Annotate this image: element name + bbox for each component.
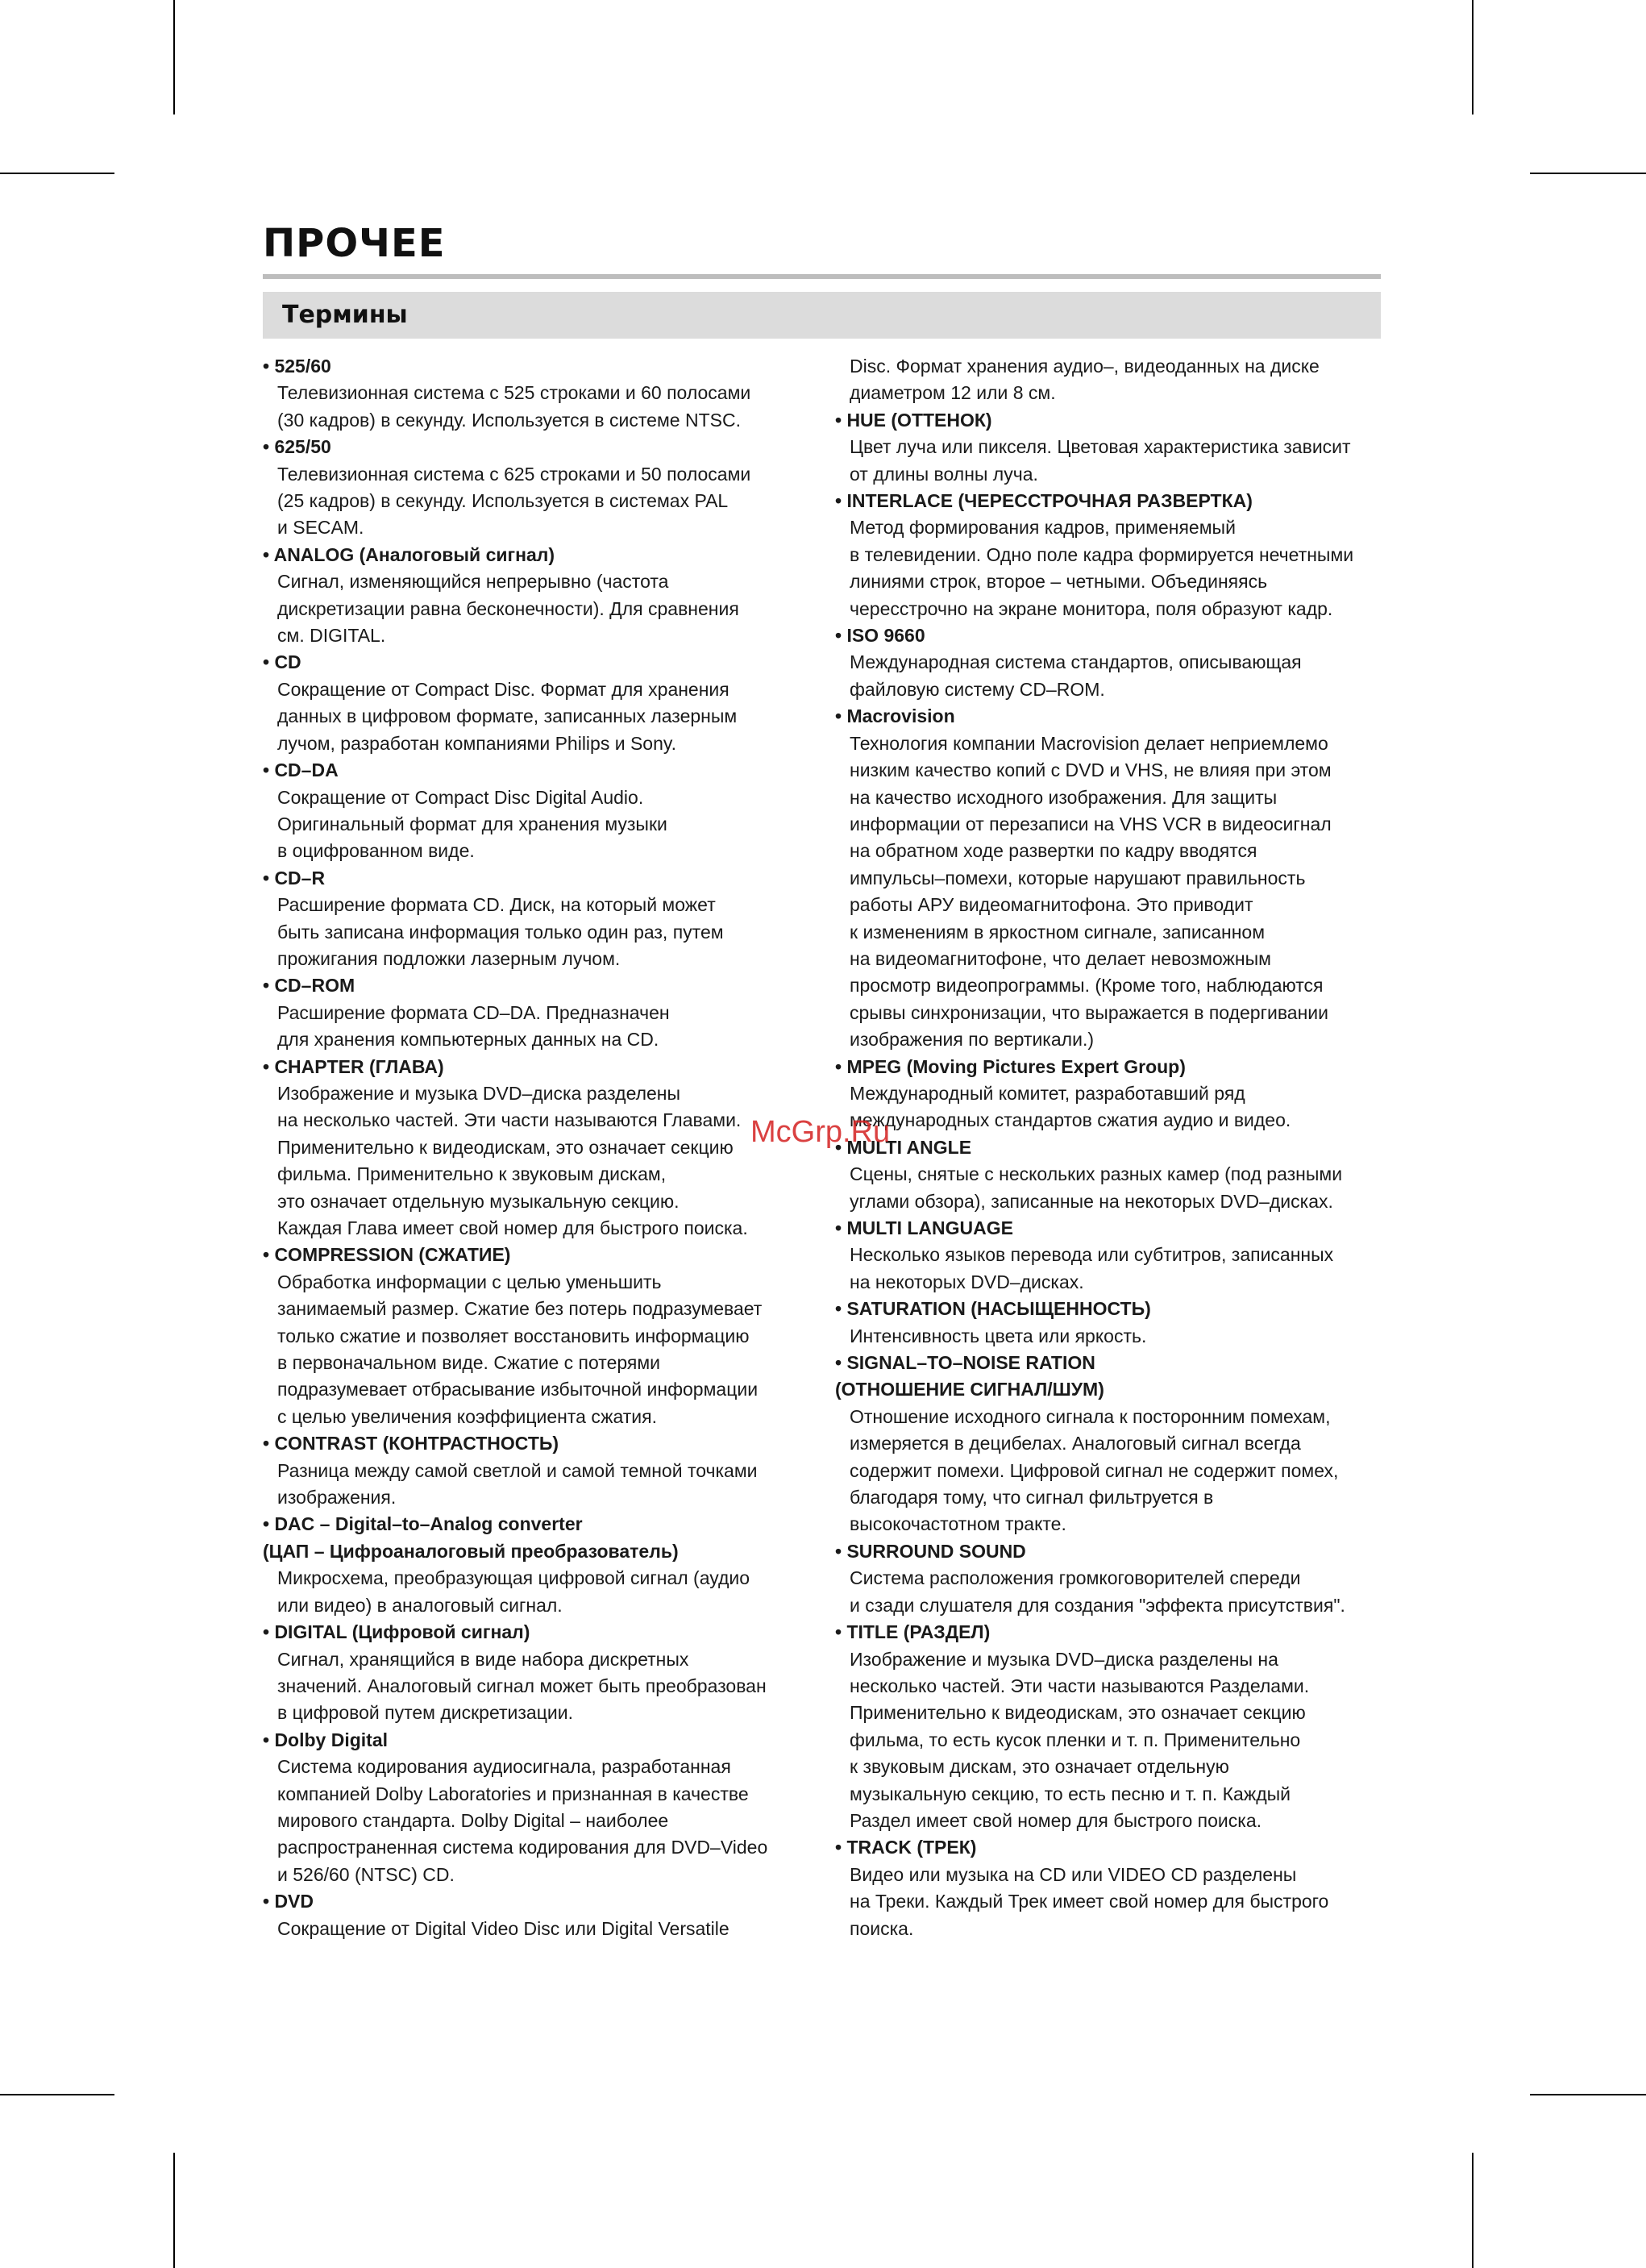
glossary-definition-line: лучом, разработан компаниями Philips и Sony.: [277, 732, 677, 754]
glossary-definition-line: Международный комитет, разработавший ряд: [850, 1082, 1245, 1104]
glossary-definition-line: в телевидении. Одно поле кадра формируется нечетными: [850, 543, 1354, 565]
glossary-term: • DVD: [263, 1891, 314, 1912]
glossary-definition-line: линиями строк, второе – четными. Объединяясь: [850, 571, 1268, 593]
glossary-definition-line: это означает отдельную музыкальную секцию.: [277, 1190, 680, 1212]
glossary-entry: [263, 865, 811, 973]
glossary-definition-line: Изображение и музыка DVD–диска разделены на: [850, 1648, 1278, 1670]
crop-mark-bottom-left: [173, 2153, 175, 2268]
glossary-definition-line: на видеомагнитофоне, что делает невозможным: [850, 947, 1271, 969]
glossary-definition-line: Оригинальный формат для хранения музыки: [277, 813, 667, 834]
glossary-entry: [263, 1888, 811, 1942]
glossary-entry: [263, 434, 811, 542]
glossary-definition-line: Расширение формата CD–DA. Предназначен: [277, 1001, 670, 1023]
glossary-definition-line: дискретизации равна бесконечности). Для сравнения: [277, 597, 739, 619]
glossary-definition-line: информации от перезаписи на VHS VCR в видеосигнал: [850, 813, 1332, 834]
glossary-definition-line: Несколько языков перевода или субтитров, записанных: [850, 1244, 1334, 1266]
crop-mark-top-right: [1472, 0, 1474, 114]
glossary-definition-line: подразумевает отбрасывание избыточной информации: [277, 1379, 759, 1400]
glossary-definition-line: Обработка информации с целью уменьшить: [277, 1271, 662, 1292]
glossary-entry: [263, 1727, 811, 1888]
crop-mark-bottom-left-h: [0, 2094, 114, 2095]
glossary-definition-line: к изменениям в яркостном сигнале, записанном: [850, 921, 1266, 943]
glossary-entry: [835, 488, 1391, 622]
glossary-definition-line: Сцены, снятые с нескольких разных камер (под разными: [850, 1163, 1343, 1185]
glossary-entry: [263, 353, 811, 434]
glossary-definition-line: низким качество копий с DVD и VHS, не влияя при этом: [850, 759, 1332, 781]
glossary-definition-line: Каждая Глава имеет свой номер для быстрого поиска.: [277, 1217, 748, 1238]
glossary-definition-line: поиска.: [850, 1917, 914, 1939]
glossary-term: • HUE (ОТТЕНОК): [835, 409, 992, 431]
glossary-definition-line: файловую систему CD–ROM.: [850, 678, 1105, 700]
glossary-definition-line: высокочастотном тракте.: [850, 1513, 1066, 1535]
glossary-definition-line: от длины волны луча.: [850, 463, 1038, 485]
glossary-definition-line: диаметром 12 или 8 см.: [850, 382, 1056, 404]
glossary-definition-line: на обратном ходе развертки по кадру вводятся: [850, 840, 1257, 862]
glossary-definition-line: значений. Аналоговый сигнал может быть преобразован: [277, 1675, 767, 1696]
glossary-term: • ANALOG (Аналоговый сигнал): [263, 543, 555, 565]
glossary-entry: [835, 1054, 1391, 1134]
glossary-definition-line: Разница между самой светлой и самой темной точками: [277, 1459, 758, 1481]
title-rule: [263, 274, 1381, 279]
glossary-definition-line: в оцифрованном виде.: [277, 840, 475, 862]
glossary-term: • SURROUND SOUND: [835, 1540, 1026, 1562]
glossary-definition-line: международных стандартов сжатия аудио и видео.: [850, 1109, 1291, 1131]
glossary-definition-line: Применительно к видеодискам, это означает секцию: [850, 1702, 1306, 1724]
glossary-definition-line: Метод формирования кадров, применяемый: [850, 517, 1236, 539]
glossary-term: • CD: [263, 651, 301, 673]
glossary-term: • CD–ROM: [263, 975, 355, 997]
glossary-entry: [835, 703, 1391, 1053]
glossary-definition-line: благодаря тому, что сигнал фильтруется в: [850, 1487, 1214, 1509]
glossary-definition-line: Отношение исходного сигнала к посторонним помехам,: [850, 1405, 1331, 1427]
glossary-definition-line: фильма. Применительно к звуковым дискам,: [277, 1163, 667, 1185]
glossary-definition-line: Микросхема, преобразующая цифровой сигнал (аудио: [277, 1567, 750, 1589]
glossary-entry: [835, 1134, 1391, 1215]
glossary-definition-line: измеряется в децибелах. Аналоговый сигнал всегда: [850, 1433, 1301, 1454]
glossary-definition-line: Интенсивность цвета или яркость.: [850, 1325, 1147, 1346]
glossary-definition-line: к звуковым дискам, это означает отдельную: [850, 1756, 1229, 1778]
glossary-entry: [263, 1054, 811, 1242]
glossary-term: • CD–DA: [263, 759, 339, 781]
glossary-definition-line: Расширение формата CD. Диск, на который может: [277, 894, 716, 916]
glossary-definition-line: содержит помехи. Цифровой сигнал не содержит помех,: [850, 1459, 1339, 1481]
glossary-definition-line: распространенная система кодирования для DVD–Video: [277, 1837, 768, 1858]
glossary-entry: [835, 1834, 1391, 1942]
glossary-term: • Macrovision: [835, 705, 955, 727]
glossary-definition-line: Сокращение от Digital Video Disc или Digital Versatile: [277, 1917, 729, 1939]
crop-mark-top-right-h: [1530, 173, 1646, 174]
glossary-definition-line: с целью увеличения коэффициента сжатия.: [277, 1405, 657, 1427]
glossary-entry: [263, 1619, 811, 1727]
glossary-definition-line: (25 кадров) в секунду. Используется в системах PAL: [277, 490, 729, 512]
glossary-definition-line: Телевизионная система с 625 строками и 50 полосами: [277, 463, 751, 485]
glossary-entry: [835, 407, 1391, 488]
glossary-term: • MPEG (Moving Pictures Expert Group): [835, 1055, 1186, 1077]
glossary-definition-line: изображения по вертикали.): [850, 1029, 1094, 1051]
glossary-term: • COMPRESSION (СЖАТИЕ): [263, 1244, 511, 1266]
glossary-definition-line: только сжатие и позволяет восстановить информацию: [277, 1325, 750, 1346]
glossary-definition-line: углами обзора), записанные на некоторых DVD–дисках.: [850, 1190, 1333, 1212]
glossary-entry: [263, 542, 811, 650]
crop-mark-top-left-h: [0, 173, 114, 174]
glossary-term: • CONTRAST (КОНТРАСТНОСТЬ): [263, 1433, 559, 1454]
glossary-entry: [835, 622, 1391, 703]
crop-mark-bottom-right-h: [1530, 2094, 1646, 2095]
glossary-definition-line: занимаемый размер. Сжатие без потерь подразумевает: [277, 1298, 763, 1320]
glossary-definition-line: Disc. Формат хранения аудио–, видеоданных на диске: [850, 356, 1320, 377]
glossary-definition-line: на несколько частей. Эти части называются Главами.: [277, 1109, 742, 1131]
glossary-entry: [835, 1215, 1391, 1296]
glossary-term: • SATURATION (НАСЫЩЕННОСТЬ): [835, 1298, 1151, 1320]
glossary-left-column: [263, 353, 811, 1942]
glossary-definition-line: для хранения компьютерных данных на CD.: [277, 1029, 659, 1051]
glossary-entry: [263, 1430, 811, 1511]
glossary-term: • 525/60: [263, 356, 331, 377]
glossary-definition-line: на качество исходного изображения. Для защиты: [850, 786, 1278, 808]
glossary-entry: [263, 649, 811, 757]
glossary-term: • TITLE (РАЗДЕЛ): [835, 1621, 991, 1643]
section-header-bar: [263, 292, 1381, 339]
glossary-definition-line: на некоторых DVD–дисках.: [850, 1271, 1084, 1292]
glossary-definition-line: импульсы–помехи, которые нарушают правильность: [850, 867, 1306, 888]
glossary-definition-line: на Треки. Каждый Трек имеет свой номер для быстрого: [850, 1891, 1329, 1912]
glossary-definition-line: несколько частей. Эти части называются Разделами.: [850, 1675, 1310, 1696]
glossary-definition-line: просмотр видеопрограммы. (Кроме того, наблюдаются: [850, 975, 1324, 997]
glossary-definition-line: Сигнал, хранящийся в виде набора дискретных: [277, 1648, 689, 1670]
glossary-entry: [835, 1296, 1391, 1350]
glossary-entry: [263, 972, 811, 1053]
glossary-definition-line: или видео) в аналоговый сигнал.: [277, 1594, 563, 1616]
glossary-entry: [835, 353, 1391, 407]
section-title: Термины: [282, 301, 408, 329]
glossary-definition-line: Цвет луча или пикселя. Цветовая характеристика зависит: [850, 436, 1351, 458]
crop-mark-bottom-right: [1472, 2153, 1474, 2268]
glossary-definition-line: в первоначальном виде. Сжатие с потерями: [277, 1352, 661, 1374]
glossary-term: • MULTI LANGUAGE: [835, 1217, 1013, 1238]
crop-mark-top-left: [173, 0, 175, 114]
glossary-term: • CD–R: [263, 867, 326, 888]
glossary-entry: [835, 1350, 1391, 1538]
glossary-definition-line: Сигнал, изменяющийся непрерывно (частота: [277, 571, 669, 593]
glossary-definition-line: компанией Dolby Laboratories и признанная в качестве: [277, 1783, 749, 1804]
page-title: ПРОЧЕЕ: [263, 221, 446, 266]
glossary-term: • TRACK (ТРЕК): [835, 1837, 977, 1858]
glossary-term: • DIGITAL (Цифровой сигнал): [263, 1621, 530, 1643]
watermark: McGrp.Ru: [750, 1115, 891, 1149]
glossary-definition-line: данных в цифровом формате, записанных лазерным: [277, 705, 738, 727]
glossary-definition-line: Раздел имеет свой номер для быстрого поиска.: [850, 1809, 1262, 1831]
glossary-entry: [263, 757, 811, 865]
glossary-definition-line: Система кодирования аудиосигнала, разработанная: [277, 1756, 731, 1778]
glossary-definition-line: см. DIGITAL.: [277, 625, 386, 647]
glossary-definition-line: прожигания подложки лазерным лучом.: [277, 947, 621, 969]
glossary-term: • 625/50: [263, 436, 331, 458]
glossary-definition-line: работы АРУ видеомагнитофона. Это приводит: [850, 894, 1253, 916]
glossary-term: • CHAPTER (ГЛАВА): [263, 1055, 444, 1077]
glossary-entry: [835, 1538, 1391, 1619]
glossary-definition-line: срывы синхронизации, что выражается в подергивании: [850, 1001, 1328, 1023]
glossary-definition-line: чересстрочно на экране монитора, поля образуют кадр.: [850, 597, 1333, 619]
glossary-term: • ISO 9660: [835, 625, 925, 647]
glossary-definition-line: Телевизионная система с 525 строками и 60 полосами: [277, 382, 751, 404]
glossary-definition-line: Международная система стандартов, описывающая: [850, 651, 1302, 673]
glossary-definition-line: Технология компании Macrovision делает неприемлемо: [850, 732, 1328, 754]
glossary-definition-line: музыкальную секцию, то есть песню и т. п. Каждый: [850, 1783, 1291, 1804]
glossary-right-column: [835, 353, 1391, 1942]
glossary-definition-line: фильма, то есть кусок пленки и т. п. Применительно: [850, 1729, 1301, 1750]
glossary-definition-line: (30 кадров) в секунду. Используется в системе NTSC.: [277, 409, 741, 431]
glossary-definition-line: мирового стандарта. Dolby Digital – наиболее: [277, 1809, 669, 1831]
glossary-term: • MULTI ANGLE: [835, 1136, 972, 1158]
glossary-definition-line: Сокращение от Compact Disc Digital Audio.: [277, 786, 644, 808]
glossary-term: • SIGNAL–TO–NOISE RATION (ОТНОШЕНИЕ СИГНАЛ/ШУМ): [835, 1352, 1104, 1400]
glossary-definition-line: Система расположения громкоговорителей спереди: [850, 1567, 1301, 1589]
glossary-definition-line: Видео или музыка на CD или VIDEO CD разделены: [850, 1863, 1297, 1885]
glossary-definition-line: Сокращение от Compact Disc. Формат для хранения: [277, 678, 729, 700]
glossary-definition-line: Применительно к видеодискам, это означает секцию: [277, 1136, 734, 1158]
glossary-definition-line: и SECAM.: [277, 517, 364, 539]
glossary-definition-line: Изображение и музыка DVD–диска разделены: [277, 1082, 681, 1104]
glossary-entry: [263, 1511, 811, 1619]
glossary-definition-line: изображения.: [277, 1487, 397, 1509]
glossary-entry: [835, 1619, 1391, 1834]
glossary-definition-line: и 526/60 (NTSC) CD.: [277, 1863, 455, 1885]
glossary-term: • DAC – Digital–to–Analog converter (ЦАП – Цифроаналоговый преобразователь): [263, 1513, 679, 1562]
glossary-term: • Dolby Digital: [263, 1729, 389, 1750]
glossary-definition-line: быть записана информация только один раз, путем: [277, 921, 724, 943]
glossary-definition-line: в цифровой путем дискретизации.: [277, 1702, 573, 1724]
glossary-definition-line: и сзади слушателя для создания "эффекта присутствия".: [850, 1594, 1345, 1616]
glossary-term: • INTERLACE (ЧЕРЕССТРОЧНАЯ РАЗВЕРТКА): [835, 490, 1253, 512]
glossary-entry: [263, 1242, 811, 1430]
